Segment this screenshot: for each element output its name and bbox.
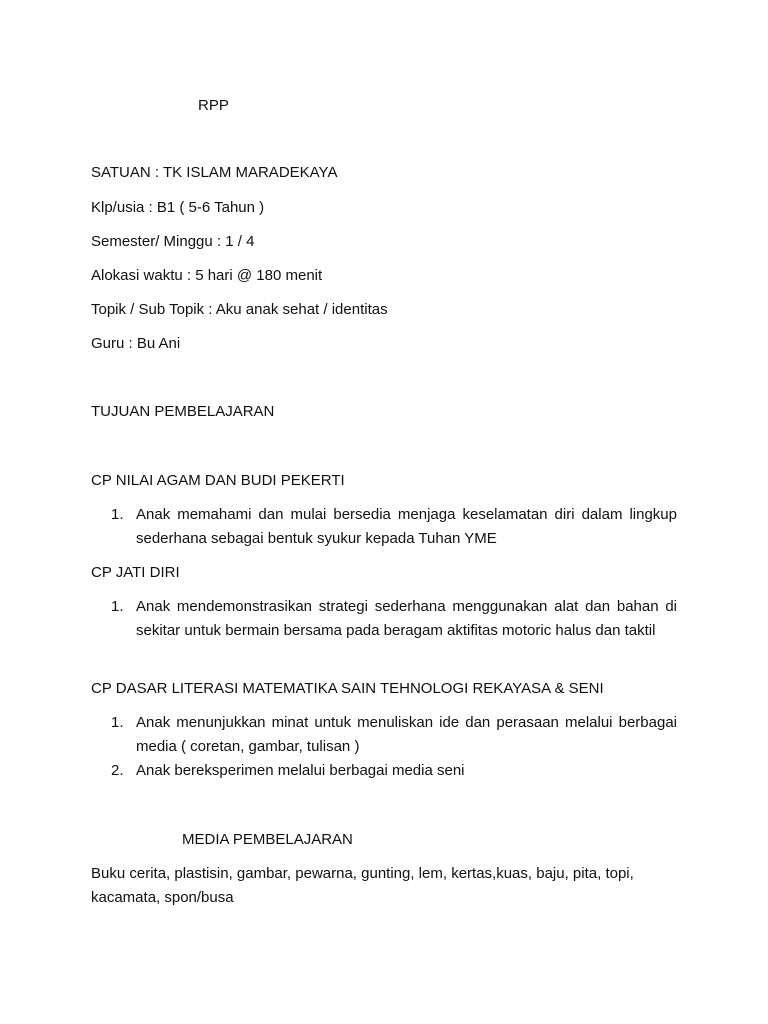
list-item <box>111 503 677 551</box>
tujuan-heading: TUJUAN PEMBELAJARAN <box>91 403 275 420</box>
list-item <box>111 759 677 783</box>
list-item-text: Anak memahami dan mulai bersedia menjaga keselamatan diri dalam lingkup sederhana sebagai bentuk syukur kepada Tuhan YME <box>136 506 677 547</box>
list-item <box>111 595 677 643</box>
list-item-number: 2. <box>111 762 124 779</box>
list-item-text: Anak mendemonstrasikan strategi sederhana menggunakan alat dan bahan di sekitar untuk bermain bersama pada beragam aktifitas motoric halus dan taktil <box>136 598 677 639</box>
media-list-text: Buku cerita, plastisin, gambar, pewarna, gunting, lem, kertas,kuas, baju, pita, topi, kacamata, spon/busa <box>91 865 634 906</box>
list-item-number: 1. <box>111 714 124 731</box>
identity-satuan: SATUAN : TK ISLAM MARADEKAYA <box>91 164 338 181</box>
section-heading-nilai-agama: CP NILAI AGAM DAN BUDI PEKERTI <box>91 472 345 489</box>
section-heading-jati-diri: CP JATI DIRI <box>91 564 180 581</box>
section-heading-literasi: CP DASAR LITERASI MATEMATIKA SAIN TEHNOLOGI REKAYASA & SENI <box>91 680 604 697</box>
media-heading: MEDIA PEMBELAJARAN <box>182 831 353 848</box>
identity-guru: Guru : Bu Ani <box>91 335 181 352</box>
document-title: RPP <box>198 97 229 114</box>
identity-semester: Semester/ Minggu : 1 / 4 <box>91 233 255 250</box>
list-item-number: 1. <box>111 506 124 523</box>
identity-alokasi: Alokasi waktu : 5 hari @ 180 menit <box>91 267 323 284</box>
identity-topik: Topik / Sub Topik : Aku anak sehat / identitas <box>91 301 388 318</box>
identity-klp-usia: Klp/usia : B1 ( 5-6 Tahun ) <box>91 199 265 216</box>
list-item-text: Anak menunjukkan minat untuk menuliskan ide dan perasaan melalui berbagai media ( coretan, gambar, tulisan ) <box>136 714 677 755</box>
list-item <box>111 711 677 759</box>
list-item-text: Anak bereksperimen melalui berbagai media seni <box>136 762 465 779</box>
list-item-number: 1. <box>111 598 124 615</box>
